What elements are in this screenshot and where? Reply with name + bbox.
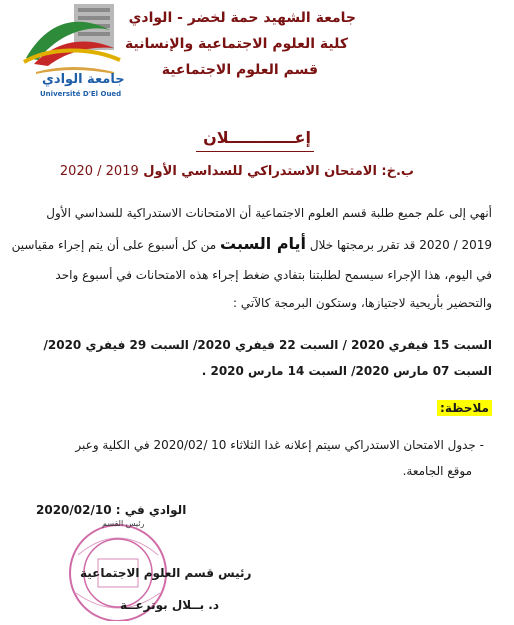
announcement-title: إعــــــــــــلان [203,128,311,147]
place-and-date: الوادي في : 2020/02/10 [36,503,187,517]
body-line-2-bold: أيام السبت [220,234,307,253]
announcement-subtitle [60,164,414,179]
body-line-4: والتحضير بأريحية لاجتيازها، وستكون البرمجة كالآتي : [233,296,492,310]
logo-arabic-text: جامعة الوادي [42,72,125,87]
department-name: قسم العلوم الاجتماعية [161,62,318,78]
body-line-2 [12,234,492,253]
dates-line-2: السبت 07 مارس 2020/ السبت 14 مارس 2020 . [201,364,492,378]
signatory-name: د. بــلال بوترعــة [120,598,219,612]
faculty-name: كلية العلوم الاجتماعية والإنسانية [125,36,348,52]
body-line-1: أنهي إلى علم جميع طلبة قسم العلوم الاجتماعية أن الامتحانات الاستدراكية للسداسي الأول [46,206,492,220]
note-bullet-line-2: موقع الجامعة. [402,464,472,478]
note-bullet-line-1: - جدول الامتحان الاستدراكي سيتم إعلانه غدا الثلاثاء 10 /2020/02 في الكلية وعبر [75,438,484,452]
body-line-2-start: 2019 / 2020 قد تقرر برمجتها خلال [309,238,492,252]
title-underline [196,151,314,152]
note-label: ملاحظة: [437,400,492,416]
subtitle-year: 2019 / 2020 [59,164,139,179]
body-line-3: في اليوم، هذا الإجراء سيسمح لطلبتنا بتفادي ضغط إجراء هذه الامتحانات في أسبوع واحد [55,268,492,282]
dates-line-1: السبت 15 فيفري 2020 / السبت 22 فيفري 2020/ السبت 29 فيفري 2020/ [43,338,492,352]
body-line-2-end: من كل أسبوع على أن يتم إجراء مقياسين [11,238,217,252]
university-name: جامعة الشهيد حمة لخضر - الوادي [128,10,356,26]
signatory-title: رئيس قسم العلوم الاجتماعية [80,566,252,580]
subtitle-text: ب.خ: الامتحان الاستدراكي للسداسي الأول [143,164,414,179]
stamp-caption: رئيس القسم [102,519,145,528]
logo-latin-text: Université D'El Oued [40,90,122,98]
university-logo [18,0,130,100]
